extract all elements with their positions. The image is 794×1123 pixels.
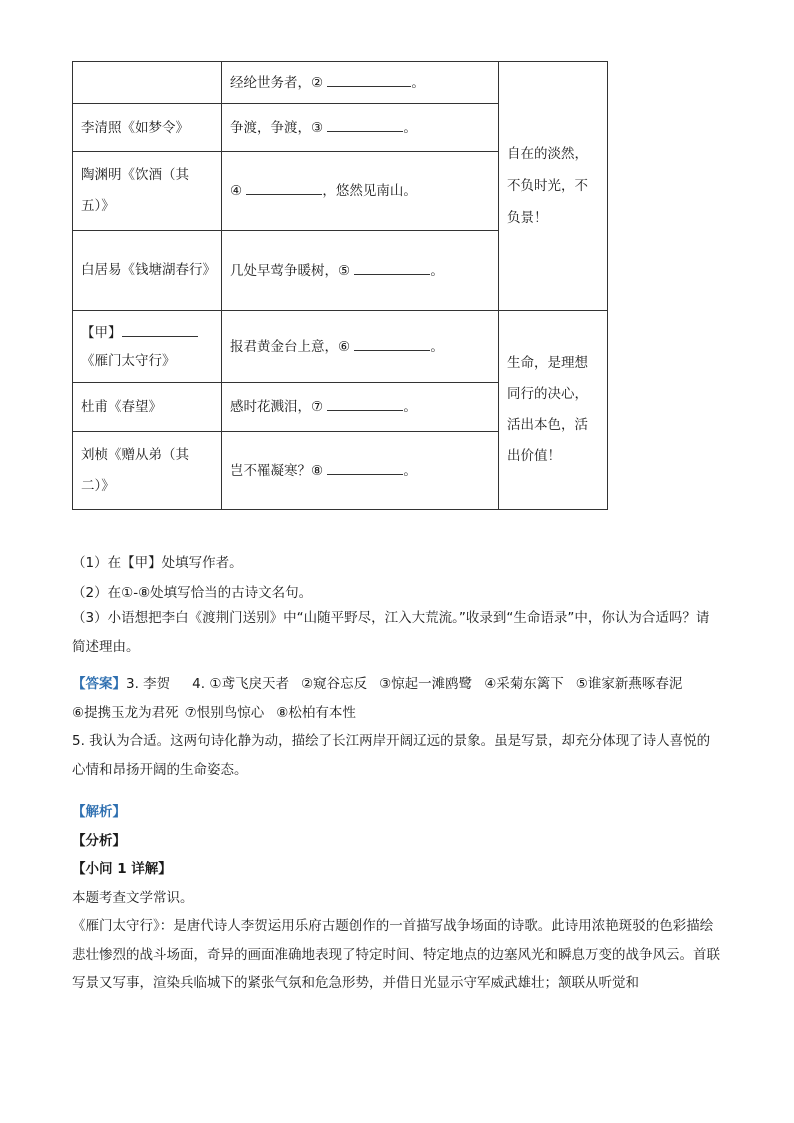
line-cell: 争渡，争渡，③ 。 [222,104,499,152]
analysis-label: 【解析】 [72,804,126,820]
comment-cell [499,311,608,510]
comment-text: 自在的淡然，不负时光，不负景！ [507,146,588,226]
analysis-paragraph: 《雁门太守行》：是唐代诗人李贺运用乐府古题创作的一首描写战争场面的诗歌。此诗用浓艳斑驳的色彩描绘悲壮惨烈的战斗场面，奇异的画面准确地表现了特定时间、特定地点的边塞风光和瞬息万变的战争风云。首联写景又写事，渲染兵临城下的紧张气氛和危急形势，并借日光显示守军威武雄壮；颔联从听觉和 [72,918,720,991]
line-cell: 经纶世务者，② 。 [222,62,499,104]
answer-item: ②窥谷忘反 [300,676,368,692]
author-cell: 李清照《如梦令》 [73,104,222,152]
author-blank[interactable] [122,322,198,337]
line-cell: 感时花溅泪，⑦ 。 [222,383,499,432]
analysis-sublabel: 【分析】 [72,832,126,849]
comment-text: 生命，是理想同行的决心，活出本色，活出价值！ [507,355,588,464]
line-cell: 报君黄金台上意，⑥ 。 [222,311,499,383]
answer-block [72,670,722,784]
line-cell: ④ ，悠然见南山。 [222,152,499,231]
answer-label: 【答案】 [72,676,126,692]
answer-item: ①鸢飞戾天者 [209,676,289,692]
line-cell: 岂不罹凝寒？⑧ 。 [222,432,499,510]
table-row [73,62,608,104]
fill-blank[interactable] [354,336,430,351]
author-cell: 刘桢《赠从弟（其二）》 [73,432,222,510]
answer-4-number: 4. [192,676,206,692]
analysis-paragraph: 本题考查文学常识。 [72,889,194,906]
author-cell: 白居易《钱塘湖春行》 [73,231,222,311]
fill-blank[interactable] [327,396,403,411]
fill-blank[interactable] [327,72,411,87]
fill-blank[interactable] [354,260,430,275]
poem-table [72,61,608,510]
question-1: （1）在【甲】处填写作者。 [72,555,243,571]
answer-5: 5. 我认为合适。这两句诗化静为动，描绘了长江两岸开阔辽远的景象。虽是写景，却充分体现了诗人喜悦的心情和昂扬开阔的生命姿态。 [72,733,711,778]
answer-item: ③惊起一滩鸥鹭 [379,676,473,692]
author-cell [73,62,222,104]
answer-item: ⑧松柏有本性 [276,704,356,721]
table-row [73,311,608,383]
answer-item: ⑥提携玉龙为君死 [72,704,179,721]
answer-3: 3. 李贺 [126,676,171,692]
author-cell: 杜甫《春望》 [73,383,222,432]
author-cell: 陶渊明《饮酒（其五）》 [73,152,222,231]
subquestion-label: 【小问 1 详解】 [72,861,172,877]
answer-item: ⑦恨别鸟惊心 [184,704,265,721]
question-3: （3）小语想把李白《渡荆门送别》中“山随平野尽，江入大荒流。”收录到“生命语录”中，你认为合适吗？请简述理由。 [72,610,710,655]
fill-blank[interactable] [246,180,322,195]
author-cell: 【甲】 《雁门太守行》 [73,311,222,383]
analysis-block [72,798,722,998]
answer-item: ④采菊东篱下 [484,676,564,692]
line-cell: 几处早莺争暖树，⑤ 。 [222,231,499,311]
answer-item: ⑤谁家新燕啄春泥 [575,676,683,692]
comment-cell [499,62,608,311]
question-2: （2）在①-⑧处填写恰当的古诗文名句。 [72,585,313,601]
fill-blank[interactable] [327,117,403,132]
fill-blank[interactable] [327,460,403,475]
